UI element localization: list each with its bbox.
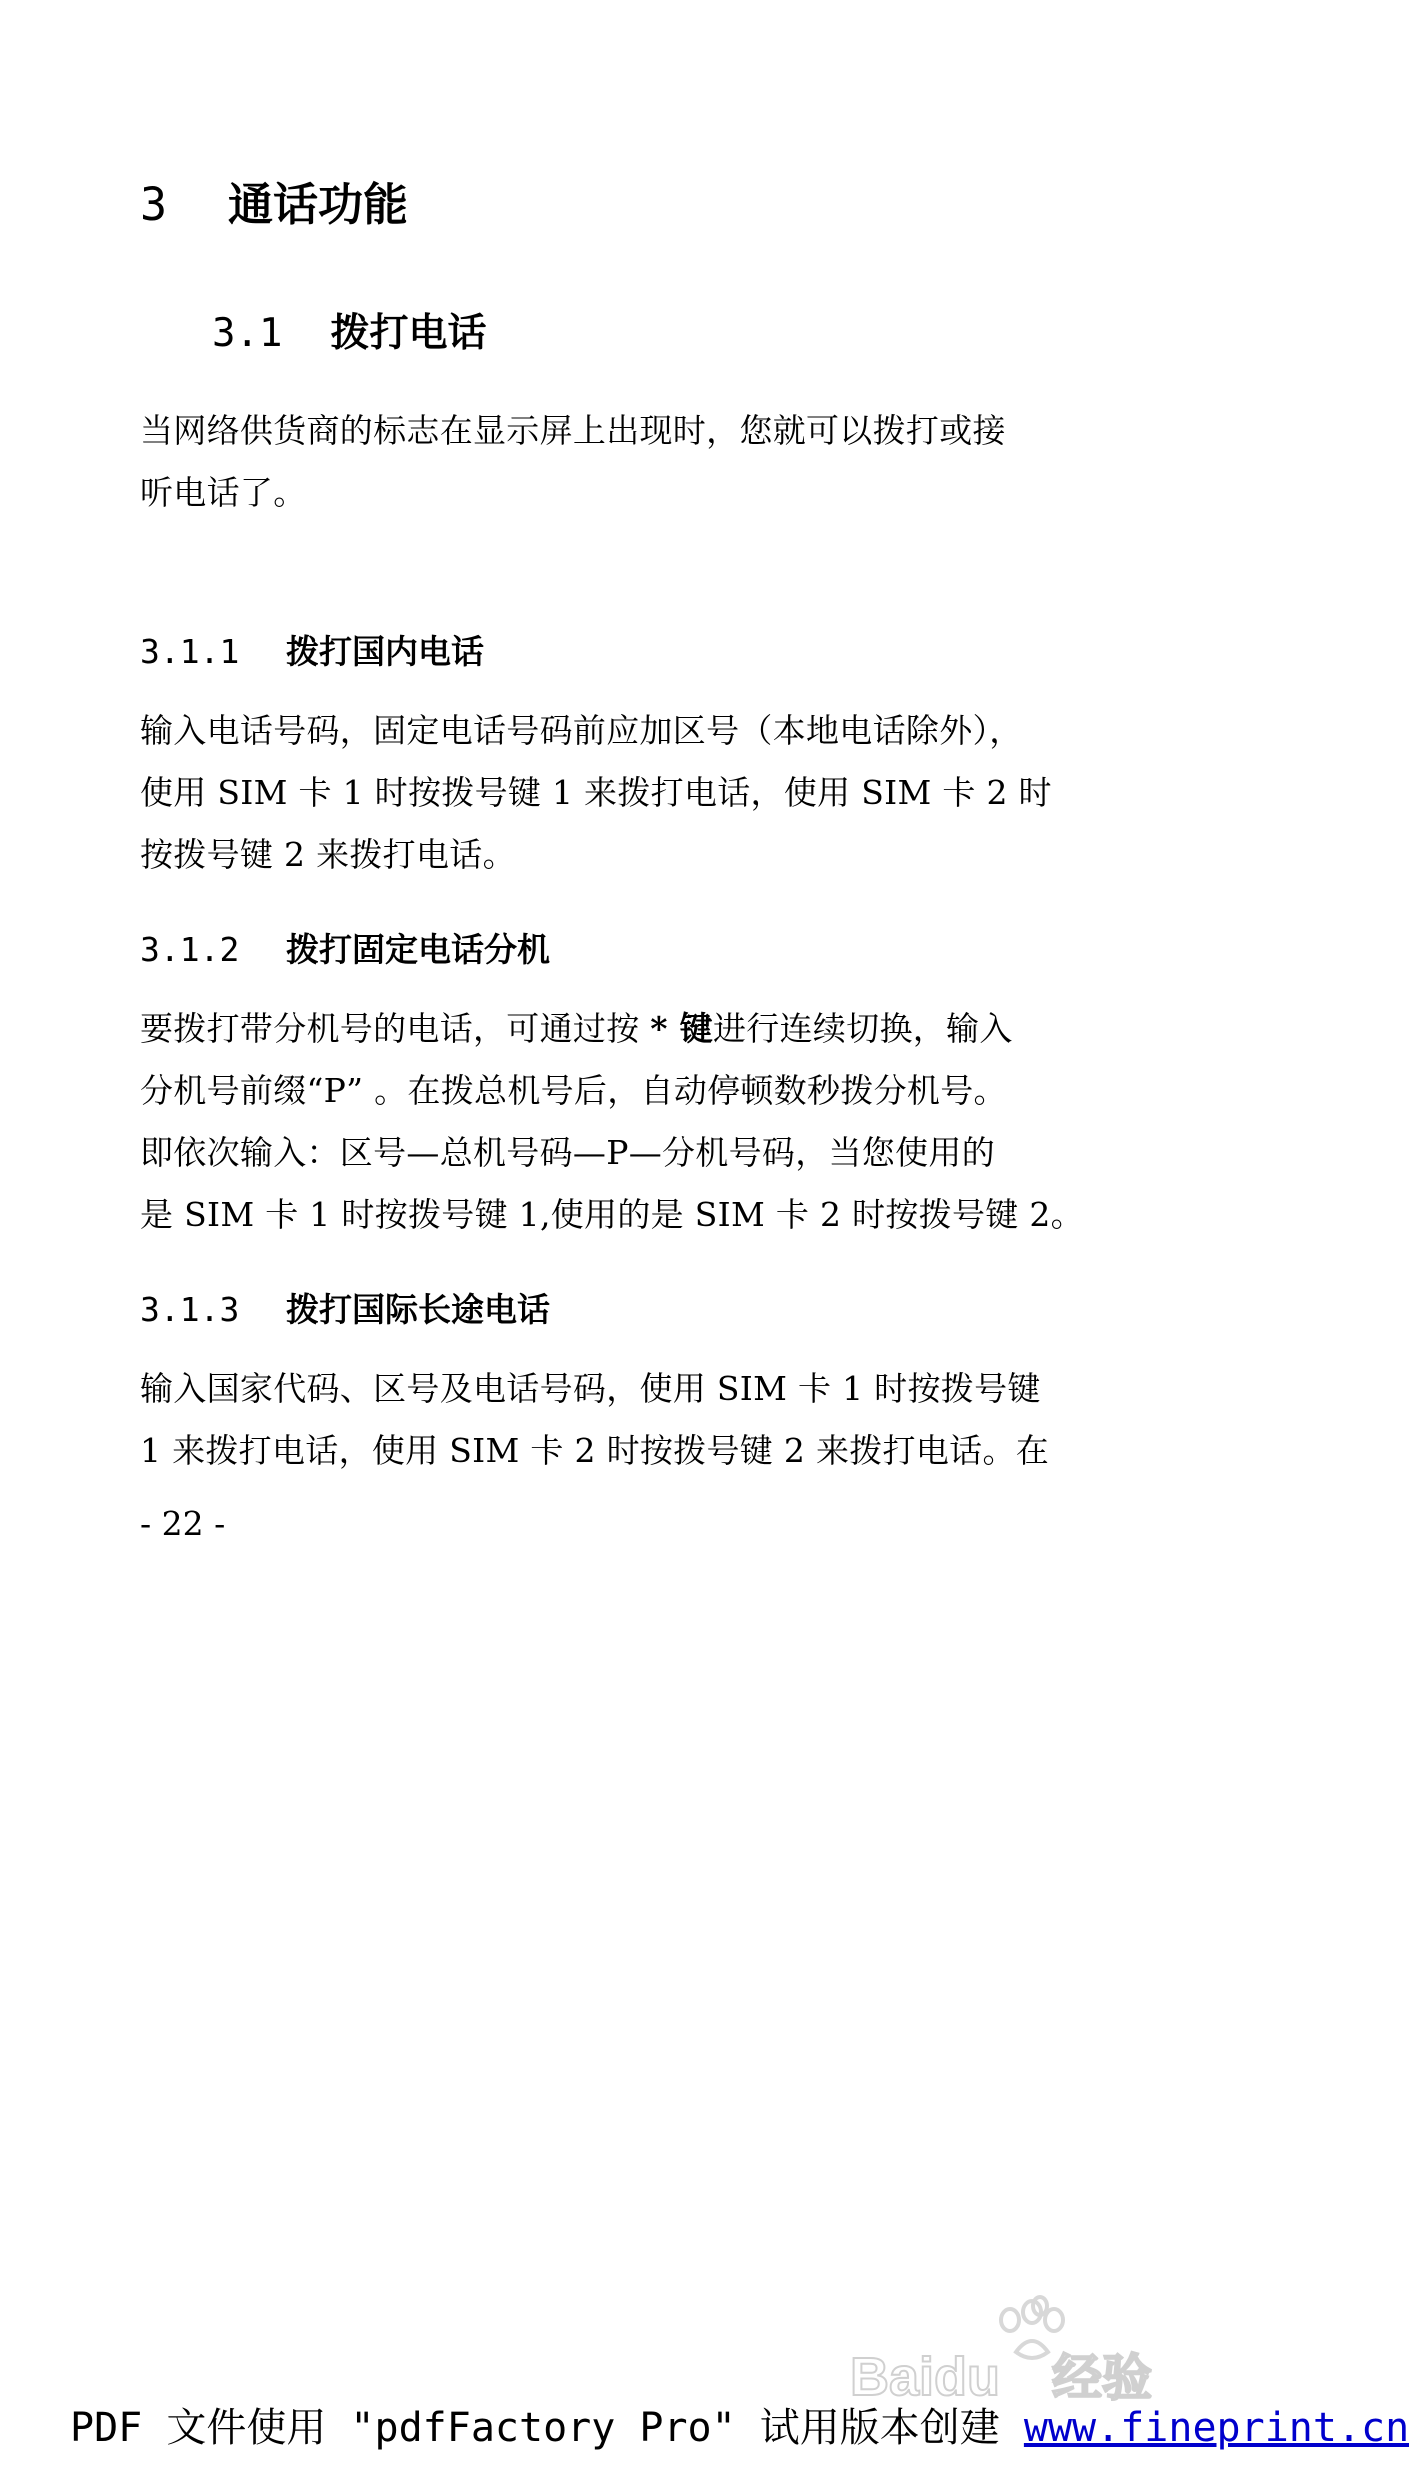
section-title: 拨打电话 [330,311,487,356]
footer-text: PDF 文件使用 "pdfFactory Pro" 试用版本创建 [70,2405,1024,2451]
paragraph-line: 分机号前缀“P” 。在拨总机号后，自动停顿数秒拨分机号。 [140,1071,1007,1110]
chapter-heading [140,168,408,233]
star-key-label: * 键 [650,1009,713,1048]
paragraph-line: 是 SIM 卡 1 时按拨号键 1,使用的是 SIM 卡 2 时按拨号键 2。 [140,1195,1084,1234]
chapter-title: 通话功能 [228,178,409,231]
line-text-before-key: 要拨打带分机号的电话，可通过按 [140,1009,651,1048]
subsection-heading-3-1-3 [140,1284,550,1331]
subsection-paragraph-3-1-1 [140,700,1080,886]
paragraph-line: 按拨号键 2 来拨打电话。 [140,835,516,874]
paragraph-line [140,998,1080,1060]
subsection-number: 3.1.3 [140,1290,240,1329]
paragraph-line: 当网络供货商的标志在显示屏上出现时，您就可以拨打或接 [140,411,1006,450]
subsection-number: 3.1.2 [140,930,240,969]
section-heading [212,302,486,358]
paw-logo-icon [840,2290,1180,2410]
paragraph-line: 1 来拨打电话，使用 SIM 卡 2 时按拨号键 2 来拨打电话。在 [140,1431,1050,1470]
subsection-heading-3-1-1 [140,626,484,673]
subsection-title: 拨打固定电话分机 [286,930,550,969]
watermark-label: 经验 [1052,2349,1152,2407]
paragraph-line: 听电话了。 [140,473,307,512]
footer-link[interactable]: www.fineprint.cn [1023,2405,1409,2451]
page-number: - 22 - [140,1504,226,1543]
intro-paragraph [140,400,1080,524]
pdf-footer [70,2398,1409,2458]
paragraph-line: 使用 SIM 卡 1 时按拨号键 1 来拨打电话，使用 SIM 卡 2 时 [140,773,1052,812]
watermark-brand: Baidu [850,2347,1001,2407]
chapter-number: 3 [140,178,168,231]
subsection-title: 拨打国际长途电话 [286,1290,550,1329]
subsection-title: 拨打国内电话 [286,632,484,671]
paragraph-line: 输入电话号码，固定电话号码前应加区号（本地电话除外）， [140,711,1023,750]
section-number: 3.1 [212,311,283,356]
subsection-paragraph-3-1-2 [140,998,1084,1246]
subsection-number: 3.1.1 [140,632,240,671]
subsection-heading-3-1-2 [140,924,550,971]
paragraph-line: 输入国家代码、区号及电话号码，使用 SIM 卡 1 时按拨号键 [140,1369,1041,1408]
paragraph-line: 即依次输入：区号—总机号码—P—分机号码，当您使用的 [140,1133,996,1172]
baidu-jingyan-watermark [840,2290,1180,2410]
line-text-after-key: 进行连续切换，输入 [712,1009,1013,1048]
subsection-paragraph-3-1-3 [140,1358,1080,1482]
